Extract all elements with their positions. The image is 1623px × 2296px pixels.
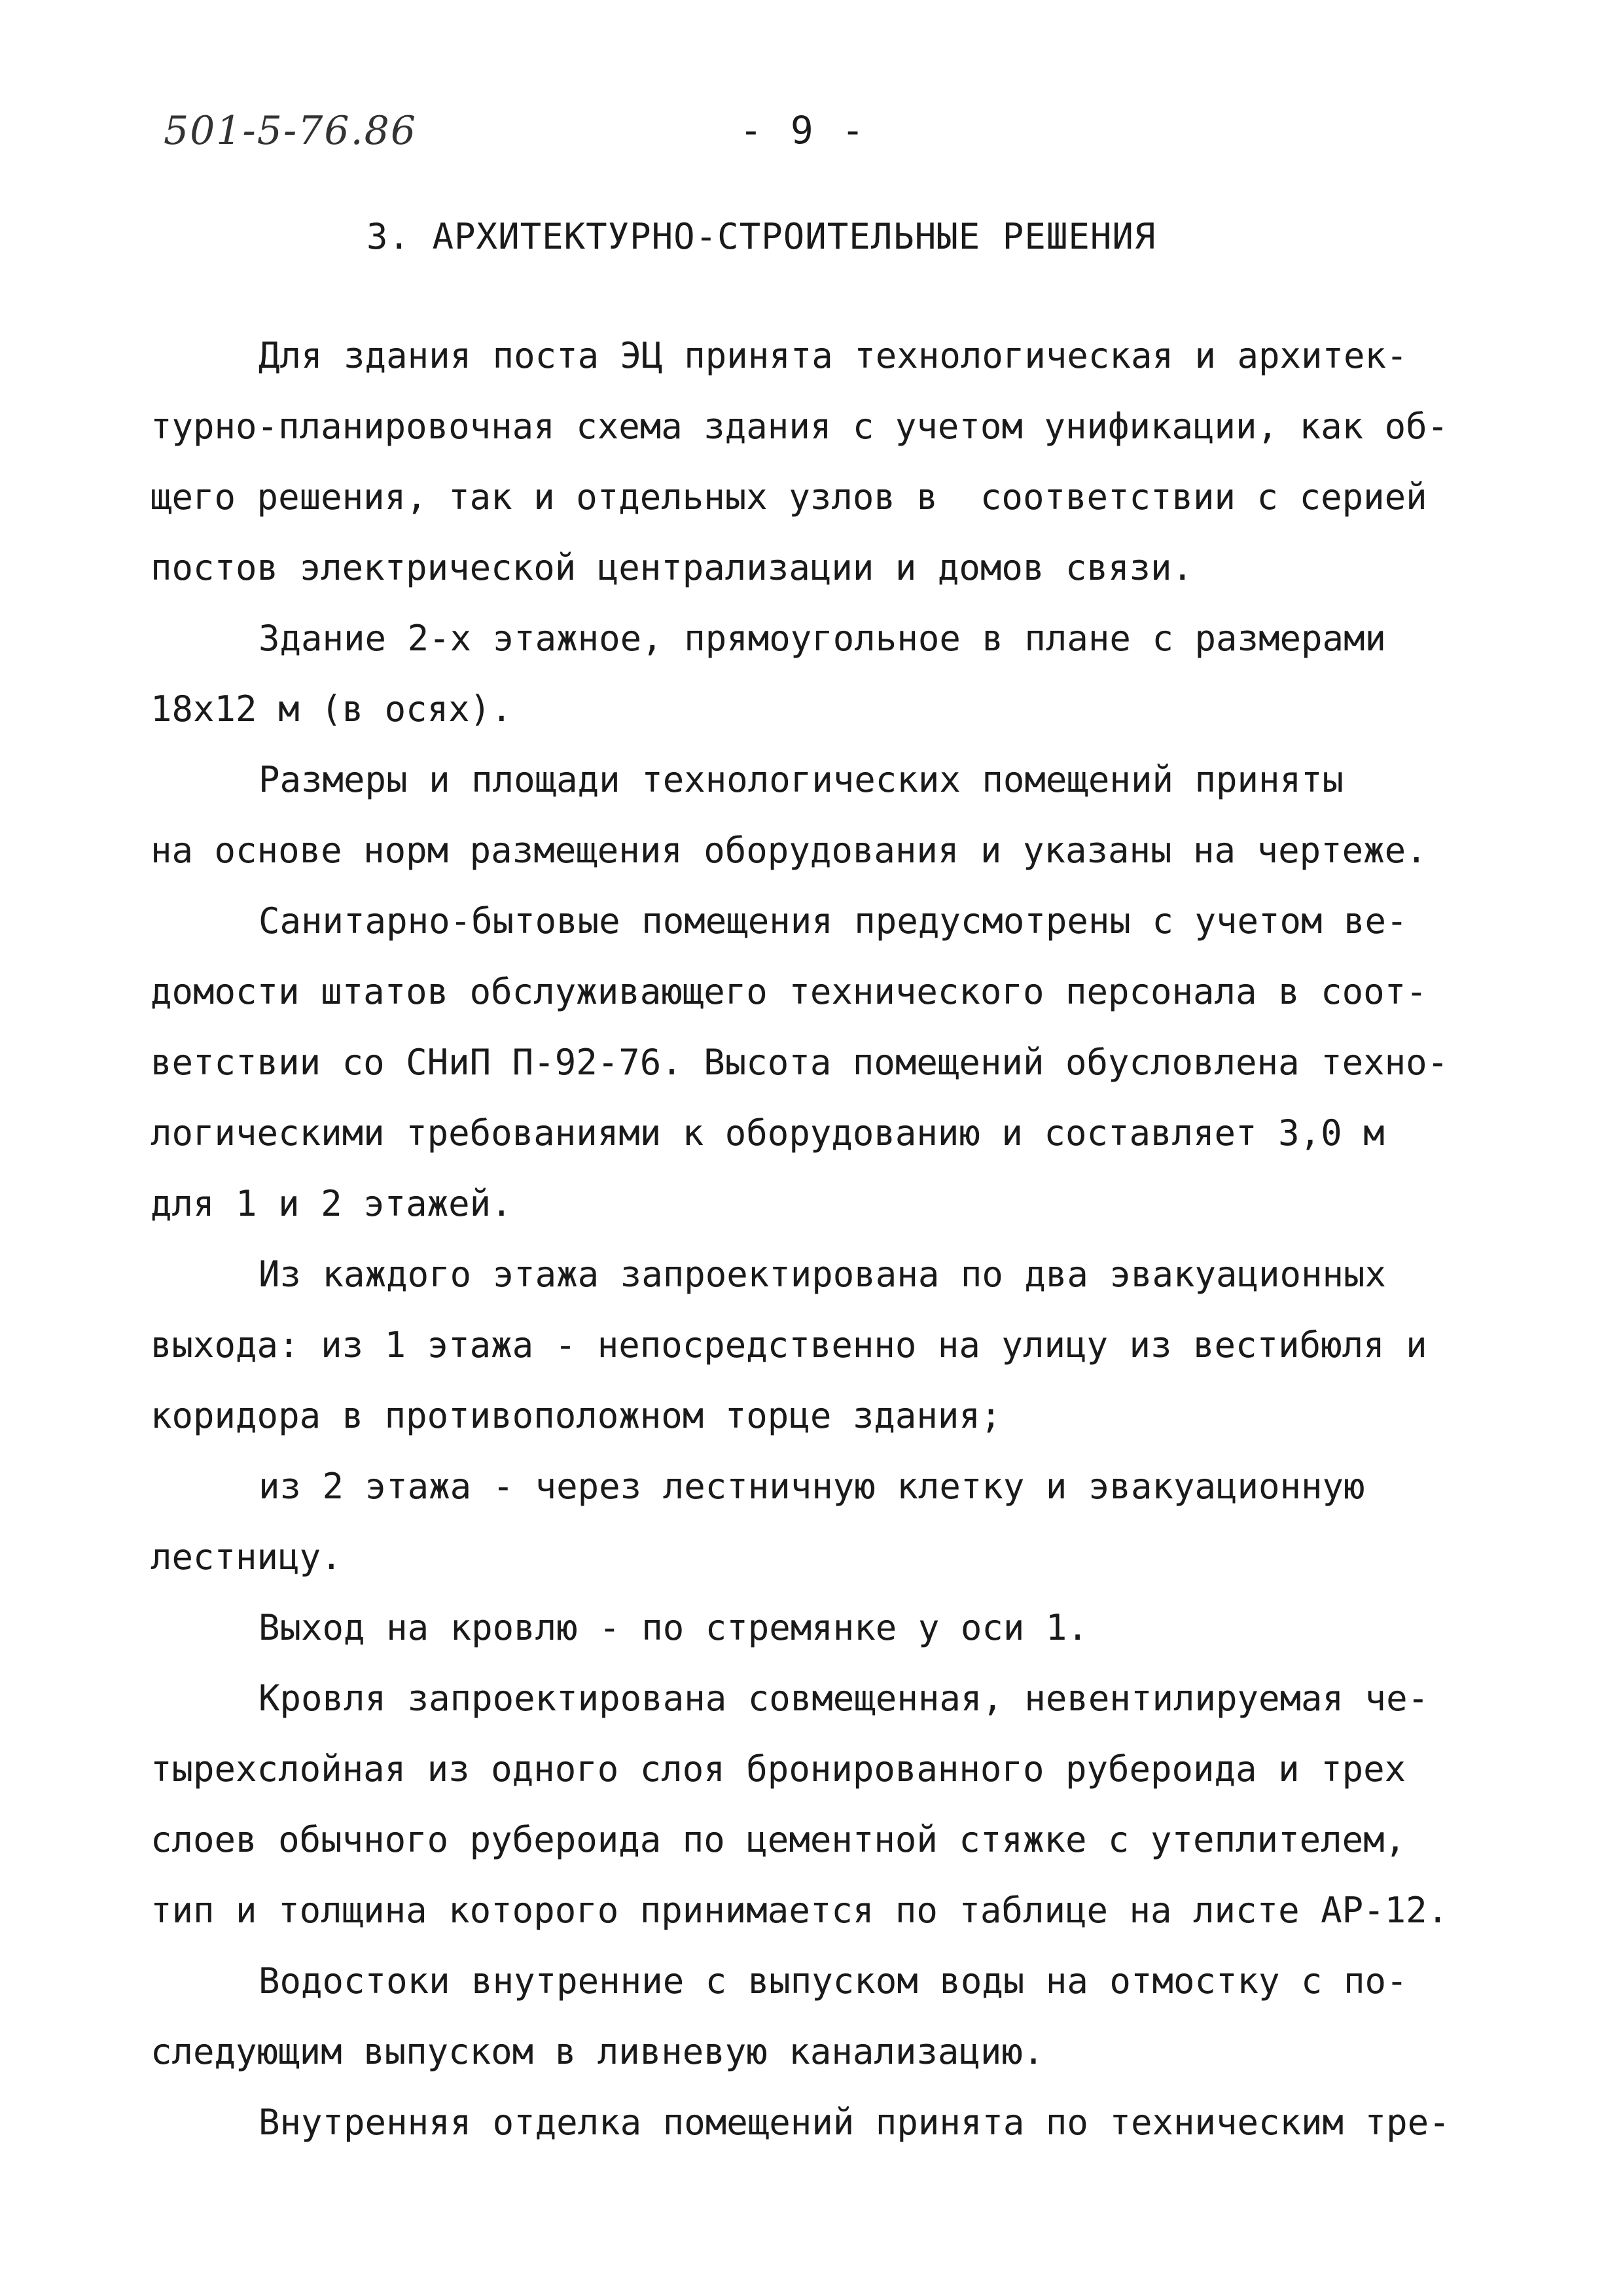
- text-line: на основе норм размещения оборудования и указаны на чертеже.: [151, 830, 1427, 871]
- text-line: постов электрической централизации и домов связи.: [151, 547, 1194, 588]
- text-line: Из каждого этажа запроектирована по два эвакуационных: [259, 1254, 1387, 1295]
- text-line: Водостоки внутренние с выпуском воды на отмостку с по-: [259, 1960, 1408, 2002]
- text-line: турно-планировочная схема здания с учетом унификации, как об-: [151, 406, 1449, 447]
- document-code: 501-5-76.86: [164, 108, 418, 154]
- text-line: Здание 2-х этажное, прямоугольное в плане с размерами: [259, 618, 1387, 659]
- text-line: слоев обычного рубероида по цементной стяжке с утеплителем,: [151, 1819, 1406, 1860]
- text-line: Для здания поста ЭЦ принята технологическая и архитек-: [259, 335, 1408, 376]
- text-line: тырехслойная из одного слоя бронированного рубероида и трех: [151, 1748, 1406, 1790]
- text-line: для 1 и 2 этажей.: [151, 1183, 512, 1224]
- page-number: - 9 -: [740, 108, 867, 152]
- text-line: щего решения, так и отдельных узлов в соответствии с серией: [151, 476, 1427, 518]
- text-line: коридора в противоположном торце здания;: [151, 1395, 1002, 1436]
- body-text: [151, 321, 1499, 2158]
- text-line: домости штатов обслуживающего технического персонала в соот-: [151, 971, 1427, 1012]
- text-line: логическими требованиями к оборудованию и составляет 3,0 м: [151, 1112, 1385, 1154]
- text-line: Санитарно-бытовые помещения предусмотрены с учетом ве-: [259, 900, 1408, 942]
- section-title: 3. АРХИТЕКТУРНО-СТРОИТЕЛЬНЫЕ РЕШЕНИЯ: [366, 216, 1156, 257]
- text-line: Внутренняя отделка помещений принята по техническим тре-: [259, 2102, 1450, 2143]
- text-line: Размеры и площади технологических помещений приняты: [259, 759, 1344, 800]
- text-line: из 2 этажа - через лестничную клетку и эвакуационную: [259, 1466, 1365, 1507]
- text-line: тип и толщина которого принимается по таблице на листе АР-12.: [151, 1890, 1449, 1931]
- text-line: Выход на кровлю - по стремянке у оси 1.: [259, 1607, 1088, 1648]
- text-line: лестницу.: [151, 1536, 342, 1578]
- text-line: ветствии со СНиП П-92-76. Высота помещений обусловлена техно-: [151, 1042, 1449, 1083]
- text-line: следующим выпуском в ливневую канализацию.: [151, 2031, 1044, 2072]
- text-line: 18х12 м (в осях).: [151, 688, 512, 730]
- text-line: выхода: из 1 этажа - непосредственно на улицу из вестибюля и: [151, 1324, 1427, 1366]
- text-line: Кровля запроектирована совмещенная, невентилируемая че-: [259, 1678, 1429, 1719]
